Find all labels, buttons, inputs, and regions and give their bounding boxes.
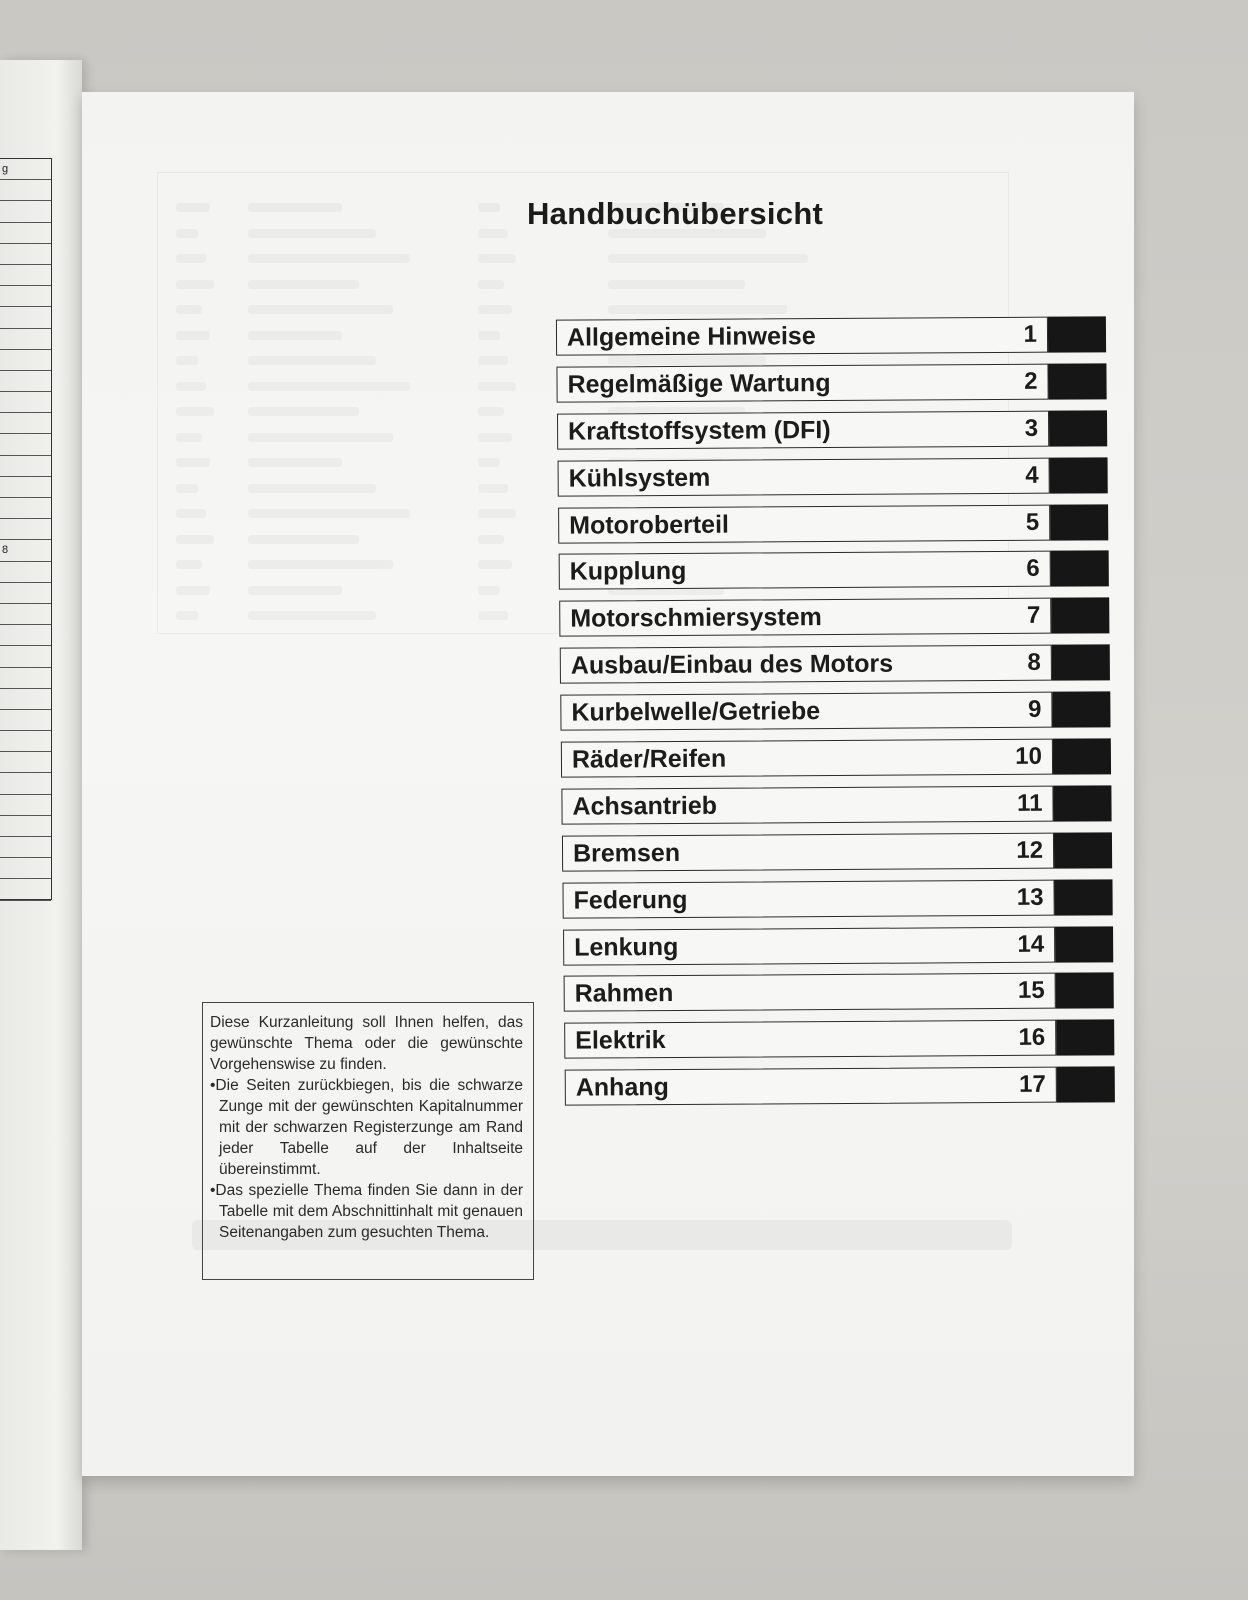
show-through-line <box>248 458 342 467</box>
section-entry-box <box>556 364 1048 403</box>
section-label: Ausbau/Einbau des Motors <box>570 649 894 680</box>
section-entry-box <box>564 1020 1056 1059</box>
section-number: 5 <box>1025 508 1040 536</box>
section-label: Kurbelwelle/Getriebe <box>571 696 821 727</box>
show-through-line <box>478 611 508 620</box>
black-register-tab <box>1048 316 1106 352</box>
left-table-row <box>0 795 51 816</box>
left-table-row <box>0 710 51 731</box>
section-entry-box <box>559 551 1051 590</box>
section-entry[interactable] <box>557 410 1107 449</box>
section-entry-box <box>559 598 1051 637</box>
show-through-line <box>176 433 202 442</box>
left-table-row: 8 <box>0 540 51 561</box>
show-through-line <box>478 560 512 569</box>
black-register-tab <box>1051 598 1109 634</box>
section-entry[interactable] <box>558 457 1108 496</box>
section-label: Rahmen <box>574 978 674 1008</box>
black-register-tab <box>1056 1020 1114 1056</box>
section-number: 11 <box>1017 789 1043 817</box>
show-through-line <box>248 586 342 595</box>
section-number: 7 <box>1026 602 1041 630</box>
left-table-row <box>0 456 51 477</box>
left-table-row <box>0 731 51 752</box>
show-through-line <box>608 254 808 263</box>
show-through-line <box>176 254 206 263</box>
instruction-box <box>202 1002 534 1280</box>
left-table-row <box>0 879 51 900</box>
left-page-table <box>0 158 52 900</box>
show-through-line <box>176 331 210 340</box>
show-through-line <box>248 254 410 263</box>
show-through-line <box>176 280 214 289</box>
section-entry-box <box>561 739 1053 778</box>
show-through-line <box>478 586 500 595</box>
left-table-row <box>0 562 51 583</box>
section-label: Motoroberteil <box>569 509 730 539</box>
left-table-row <box>0 816 51 837</box>
show-through-line <box>478 382 516 391</box>
section-label: Elektrik <box>575 1025 666 1055</box>
left-table-row <box>0 625 51 646</box>
left-table-row <box>0 477 51 498</box>
show-through-line <box>248 356 376 365</box>
section-entry[interactable] <box>563 926 1113 965</box>
black-register-tab <box>1055 926 1113 962</box>
section-entry[interactable] <box>556 316 1106 355</box>
show-through-line <box>176 407 214 416</box>
section-entry[interactable] <box>558 504 1108 543</box>
show-through-line <box>176 229 198 238</box>
show-through-line <box>608 305 787 314</box>
section-entry-box <box>562 832 1054 871</box>
left-table-row <box>0 498 51 519</box>
show-through-line <box>176 305 202 314</box>
show-through-line <box>478 407 504 416</box>
left-table-row <box>0 752 51 773</box>
black-register-tab <box>1048 363 1106 399</box>
black-register-tab <box>1050 504 1108 540</box>
show-through-line <box>478 331 500 340</box>
left-table-row <box>0 858 51 879</box>
section-number: 13 <box>1016 883 1044 911</box>
left-table-row <box>0 837 51 858</box>
section-label: Räder/Reifen <box>571 744 727 774</box>
show-through-line <box>176 509 206 518</box>
section-label: Achsantrieb <box>572 791 718 821</box>
black-register-tab <box>1054 832 1112 868</box>
manual-page <box>82 92 1134 1476</box>
show-through-line <box>248 611 376 620</box>
section-number: 14 <box>1017 930 1045 958</box>
show-through-line <box>248 305 393 314</box>
show-through-line <box>176 586 210 595</box>
show-through-line <box>478 280 504 289</box>
show-through-line <box>478 509 516 518</box>
section-entry[interactable] <box>560 691 1110 730</box>
instruction-bullet-1: •Die Seiten zurückbiegen, bis die schwarze Zunge mit der gewünschten Kapitalnummer mit der schwarzen Registerzunge am Rand jeder Tabelle auf der Inhaltseite übereinstimmt. <box>210 1077 523 1178</box>
section-entry[interactable] <box>559 551 1109 590</box>
section-number: 8 <box>1027 648 1041 677</box>
section-entry[interactable] <box>562 832 1112 871</box>
section-entry[interactable] <box>564 1020 1114 1059</box>
show-through-line <box>248 229 376 238</box>
show-through-line <box>248 484 376 493</box>
show-through-line <box>176 356 198 365</box>
show-through-line <box>248 535 359 544</box>
show-through-line <box>478 458 500 467</box>
section-label: Motorschmiersystem <box>570 602 822 633</box>
left-table-row <box>0 689 51 710</box>
section-entry[interactable] <box>559 598 1109 637</box>
left-table-row <box>0 371 51 392</box>
black-register-tab <box>1054 879 1112 915</box>
show-through-line <box>248 331 342 340</box>
section-label: Federung <box>573 885 688 914</box>
section-label: Regelmäßige Wartung <box>567 368 831 399</box>
section-index <box>556 318 1106 1115</box>
section-entry-box <box>556 317 1048 356</box>
section-entry-box <box>561 786 1053 825</box>
left-table-row <box>0 434 51 455</box>
black-register-tab <box>1052 645 1110 681</box>
section-number: 10 <box>1015 742 1043 770</box>
section-entry[interactable] <box>556 363 1106 402</box>
left-table-row <box>0 286 51 307</box>
section-number: 16 <box>1018 1024 1046 1052</box>
instruction-bullet-2: •Das spezielle Thema finden Sie dann in der Tabelle mit dem Abschnittinhalt mit genauen Seitenangaben zum gesuchten Thema. <box>210 1182 523 1241</box>
left-table-row <box>0 223 51 244</box>
section-number: 4 <box>1025 461 1039 489</box>
show-through-line <box>176 203 210 212</box>
show-through-line <box>478 484 508 493</box>
show-through-line <box>478 229 508 238</box>
section-number: 2 <box>1024 367 1038 395</box>
show-through-line <box>248 407 359 416</box>
section-label: Anhang <box>575 1072 669 1102</box>
section-entry-box <box>563 926 1055 965</box>
show-through-line <box>248 382 410 391</box>
section-label: Lenkung <box>574 932 679 961</box>
left-table-row <box>0 265 51 286</box>
left-table-row <box>0 583 51 604</box>
left-table-row: g <box>0 159 51 180</box>
section-label: Kraftstoffsystem (DFI) <box>568 415 831 445</box>
left-table-row <box>0 604 51 625</box>
left-table-row <box>0 201 51 222</box>
left-table-row <box>0 329 51 350</box>
show-through-line <box>608 280 745 289</box>
left-table-row <box>0 413 51 434</box>
show-through-line <box>176 560 202 569</box>
section-label: Allgemeine Hinweise <box>566 321 816 352</box>
section-entry-box <box>564 973 1056 1012</box>
left-table-row <box>0 307 51 328</box>
page-title: Handbuchübersicht <box>527 196 824 231</box>
left-table-row <box>0 244 51 265</box>
show-through-line <box>248 203 342 212</box>
left-table-row <box>0 392 51 413</box>
show-through-line <box>176 535 214 544</box>
show-through-line <box>176 611 198 620</box>
left-table-row <box>0 668 51 689</box>
show-through-line <box>248 433 393 442</box>
section-number: 15 <box>1017 977 1045 1005</box>
instruction-intro: Diese Kurzanleitung soll Ihnen helfen, das gewünschte Thema oder die gewünschte Vorgehenswise zu finden. <box>210 1014 523 1073</box>
show-through-line <box>248 280 359 289</box>
left-table-row <box>0 350 51 371</box>
section-entry[interactable] <box>565 1067 1115 1106</box>
black-register-tab <box>1052 691 1110 727</box>
section-label: Bremsen <box>572 838 681 867</box>
section-entry[interactable] <box>561 738 1111 777</box>
black-register-tab <box>1053 738 1111 774</box>
show-through-line <box>248 509 410 518</box>
left-table-row <box>0 646 51 667</box>
show-through-line <box>478 305 512 314</box>
show-through-line <box>176 382 206 391</box>
section-entry-box <box>565 1067 1057 1106</box>
show-through-line <box>176 484 198 493</box>
section-entry[interactable] <box>564 973 1114 1012</box>
section-entry-box <box>562 879 1054 918</box>
black-register-tab <box>1050 457 1108 493</box>
black-register-tab <box>1053 785 1111 821</box>
black-register-tab <box>1056 973 1114 1009</box>
section-number: 6 <box>1026 555 1040 583</box>
section-entry[interactable] <box>560 645 1110 684</box>
left-table-row <box>0 773 51 794</box>
section-entry[interactable] <box>561 785 1111 824</box>
section-label: Kupplung <box>569 556 687 586</box>
section-number: 1 <box>1023 320 1038 348</box>
show-through-line <box>478 254 516 263</box>
section-entry[interactable] <box>562 879 1112 918</box>
show-through-line <box>176 458 210 467</box>
section-entry-box <box>560 645 1052 684</box>
section-entry-box <box>560 692 1052 731</box>
section-number: 12 <box>1016 836 1044 864</box>
section-number: 17 <box>1019 1070 1046 1099</box>
section-number: 3 <box>1024 414 1039 442</box>
section-entry-box <box>558 504 1050 543</box>
show-through-line <box>478 433 512 442</box>
black-register-tab <box>1057 1067 1115 1103</box>
black-register-tab <box>1051 551 1109 587</box>
black-register-tab <box>1049 410 1107 446</box>
show-through-line <box>478 203 500 212</box>
left-table-row <box>0 519 51 540</box>
show-through-line <box>478 535 504 544</box>
section-entry-box <box>557 410 1049 449</box>
section-entry-box <box>558 457 1050 496</box>
section-label: Kühlsystem <box>568 462 711 492</box>
section-number: 9 <box>1027 695 1042 723</box>
left-table-row <box>0 180 51 201</box>
show-through-line <box>478 356 508 365</box>
show-through-line <box>248 560 393 569</box>
